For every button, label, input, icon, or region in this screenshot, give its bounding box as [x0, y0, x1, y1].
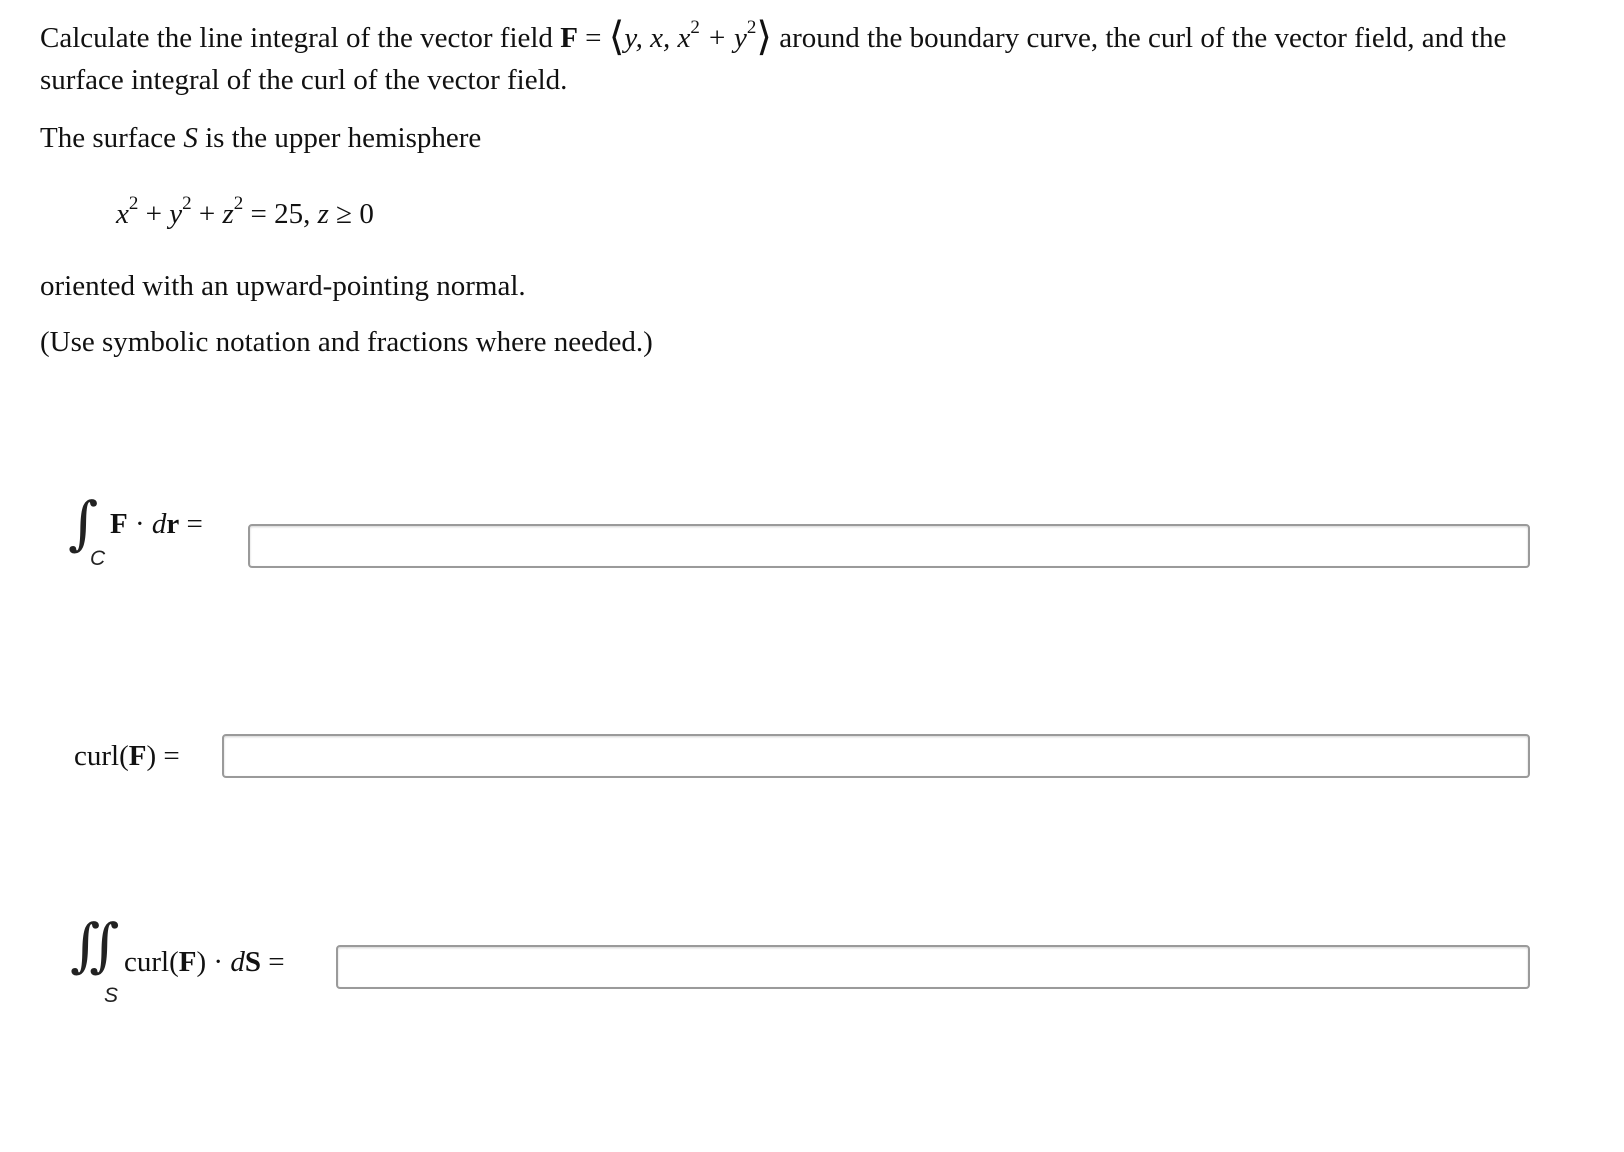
- dot: ·: [127, 508, 152, 540]
- intro-text-continued: around the boundary curve, the curl of the vector field, and the: [779, 22, 1507, 54]
- problem-intro-line2: surface integral of the curl of the vector field.: [40, 64, 568, 96]
- field-plus-y: + y: [699, 22, 747, 54]
- equals-sign: =: [179, 508, 203, 540]
- exponent: 2: [128, 193, 139, 215]
- curve-subscript: C: [90, 547, 106, 570]
- field-symbol: F: [128, 740, 147, 772]
- hemisphere-equation: $x^2 + y^2 + z^2 = 25$, z ≥ 0: [116, 193, 374, 230]
- curl-suffix: ): [146, 740, 157, 772]
- exponent: 2: [690, 17, 700, 39]
- orientation-text: oriented with an upward-pointing normal.: [40, 270, 526, 302]
- eq-rhs: = 25,: [243, 198, 318, 230]
- surface-integral-label: [124, 946, 285, 979]
- line-integral-icon: ∫: [68, 489, 99, 557]
- instruction-text: (Use symbolic notation and fractions where needed.): [40, 326, 653, 358]
- differential-d: d: [230, 946, 245, 978]
- field-components: y, x, x: [624, 22, 691, 54]
- surface-text: The surface: [40, 122, 184, 154]
- right-angle-bracket: ⟩: [756, 14, 772, 59]
- eq-x: x: [116, 198, 129, 230]
- curl-prefix: curl(: [124, 946, 179, 978]
- differential-d: d: [151, 508, 167, 540]
- eq-z-cond: z: [317, 198, 329, 230]
- field-symbol: F: [178, 946, 197, 978]
- field-symbol: F: [110, 508, 128, 540]
- dot: ·: [206, 946, 231, 978]
- surface-integral-input[interactable]: [336, 945, 1530, 989]
- line-integral-label: [110, 508, 203, 541]
- intro-text: Calculate the line integral of the vector field: [40, 22, 561, 54]
- curl-suffix: ): [196, 946, 207, 978]
- equals-sign: =: [156, 740, 180, 772]
- curl-prefix: curl(: [74, 740, 129, 772]
- vector-r: r: [166, 508, 180, 540]
- left-angle-bracket: ⟨: [608, 14, 625, 59]
- equals-sign: =: [585, 22, 602, 54]
- eq-condition: ≥ 0: [328, 198, 374, 230]
- eq-y: y: [169, 198, 183, 230]
- surface-subscript: S: [104, 984, 119, 1007]
- exponent: 2: [746, 17, 757, 39]
- curl-input[interactable]: [222, 734, 1530, 778]
- eq-z: z: [222, 198, 234, 230]
- vector-S: S: [244, 946, 261, 978]
- surface-symbol: S: [183, 122, 198, 154]
- exponent: 2: [233, 193, 244, 215]
- surface-description: [40, 116, 481, 160]
- curl-label: [74, 740, 180, 773]
- line-integral-input[interactable]: [248, 524, 1530, 568]
- problem-intro: [40, 16, 1506, 60]
- surface-text-after: is the upper hemisphere: [197, 122, 482, 154]
- equals-sign: =: [260, 946, 285, 978]
- surface-integral-icon: ∬: [70, 911, 106, 979]
- field-symbol: F: [560, 22, 578, 54]
- exponent: 2: [182, 193, 192, 215]
